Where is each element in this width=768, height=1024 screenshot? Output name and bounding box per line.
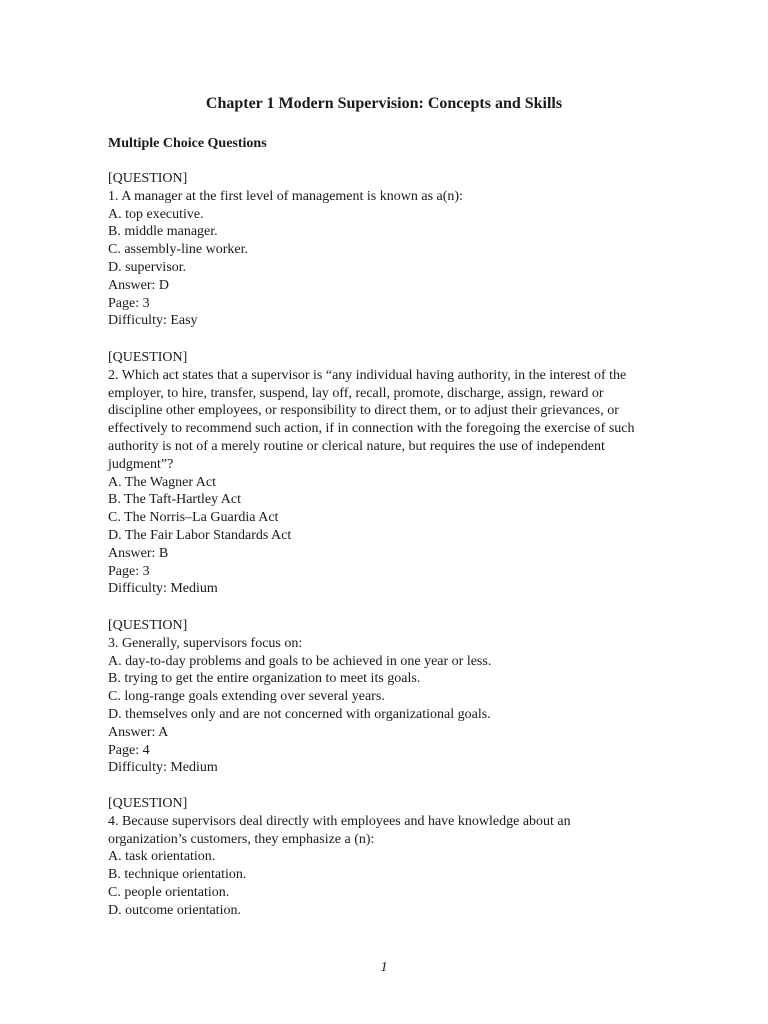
answer-option-c: C. long-range goals extending over several years. bbox=[108, 689, 385, 705]
question-stem: 3. Generally, supervisors focus on: bbox=[108, 635, 303, 651]
question-stem: 1. A manager at the first level of management is known as a(n): bbox=[108, 188, 463, 204]
question-marker: [QUESTION] bbox=[108, 350, 188, 365]
answer-option-a: A. task orientation. bbox=[108, 849, 216, 865]
question-block bbox=[108, 795, 708, 920]
page-reference: Page: 4 bbox=[108, 742, 150, 758]
answer-key: Answer: A bbox=[108, 724, 169, 740]
page-title: Chapter 1 Modern Supervision: Concepts and Skills bbox=[205, 95, 563, 112]
answer-option-a: A. The Wagner Act bbox=[108, 474, 216, 490]
question-marker: [QUESTION] bbox=[108, 796, 188, 811]
question-marker: [QUESTION] bbox=[108, 618, 188, 633]
answer-option-b: B. middle manager. bbox=[108, 224, 218, 240]
question-stem-line: discipline other employees, or responsibility to direct them, or to adjust their grievances, or bbox=[108, 403, 619, 419]
answer-option-d: D. outcome orientation. bbox=[108, 902, 241, 918]
answer-option-c: C. assembly-line worker. bbox=[108, 242, 248, 258]
question-stem-line: effectively to recommend such action, if in connection with the foregoing the exercise of such bbox=[108, 421, 635, 437]
page-reference: Page: 3 bbox=[108, 295, 150, 311]
answer-option-d: D. The Fair Labor Standards Act bbox=[108, 527, 292, 543]
answer-option-c: C. The Norris–La Guardia Act bbox=[108, 510, 279, 526]
question-stem-line: organization’s customers, they emphasize a (n): bbox=[108, 831, 375, 847]
answer-option-a: A. day-to-day problems and goals to be achieved in one year or less. bbox=[108, 653, 492, 669]
question-stem-line: judgment”? bbox=[108, 456, 174, 472]
answer-option-b: B. trying to get the entire organization to meet its goals. bbox=[108, 671, 421, 687]
section-heading: Multiple Choice Questions bbox=[108, 136, 267, 151]
question-stem-line: authority is not of a merely routine or clerical nature, but requires the use of independent bbox=[108, 438, 605, 454]
answer-option-c: C. people orientation. bbox=[108, 884, 230, 900]
difficulty-level: Difficulty: Medium bbox=[108, 581, 218, 597]
question-marker: [QUESTION] bbox=[108, 171, 188, 186]
difficulty-level: Difficulty: Medium bbox=[108, 760, 218, 776]
page-number: 1 bbox=[380, 960, 388, 975]
question-stem-line: 2. Which act states that a supervisor is “any individual having authority, in the interest of the bbox=[108, 367, 627, 383]
answer-option-d: D. supervisor. bbox=[108, 259, 187, 275]
answer-option-a: A. top executive. bbox=[108, 206, 204, 222]
question-block bbox=[108, 349, 708, 598]
answer-key: Answer: D bbox=[108, 277, 170, 293]
answer-option-b: B. The Taft-Hartley Act bbox=[108, 492, 242, 508]
question-block bbox=[108, 170, 708, 330]
answer-option-b: B. technique orientation. bbox=[108, 867, 247, 883]
answer-option-d: D. themselves only and are not concerned with organizational goals. bbox=[108, 706, 491, 722]
difficulty-level: Difficulty: Easy bbox=[108, 313, 198, 329]
question-stem-line: 4. Because supervisors deal directly with employees and have knowledge about an bbox=[108, 813, 571, 829]
answer-key: Answer: B bbox=[108, 545, 169, 561]
question-stem-line: employer, to hire, transfer, suspend, lay off, recall, promote, discharge, assign, reward or bbox=[108, 385, 604, 401]
question-block bbox=[108, 617, 708, 777]
page-reference: Page: 3 bbox=[108, 563, 150, 579]
